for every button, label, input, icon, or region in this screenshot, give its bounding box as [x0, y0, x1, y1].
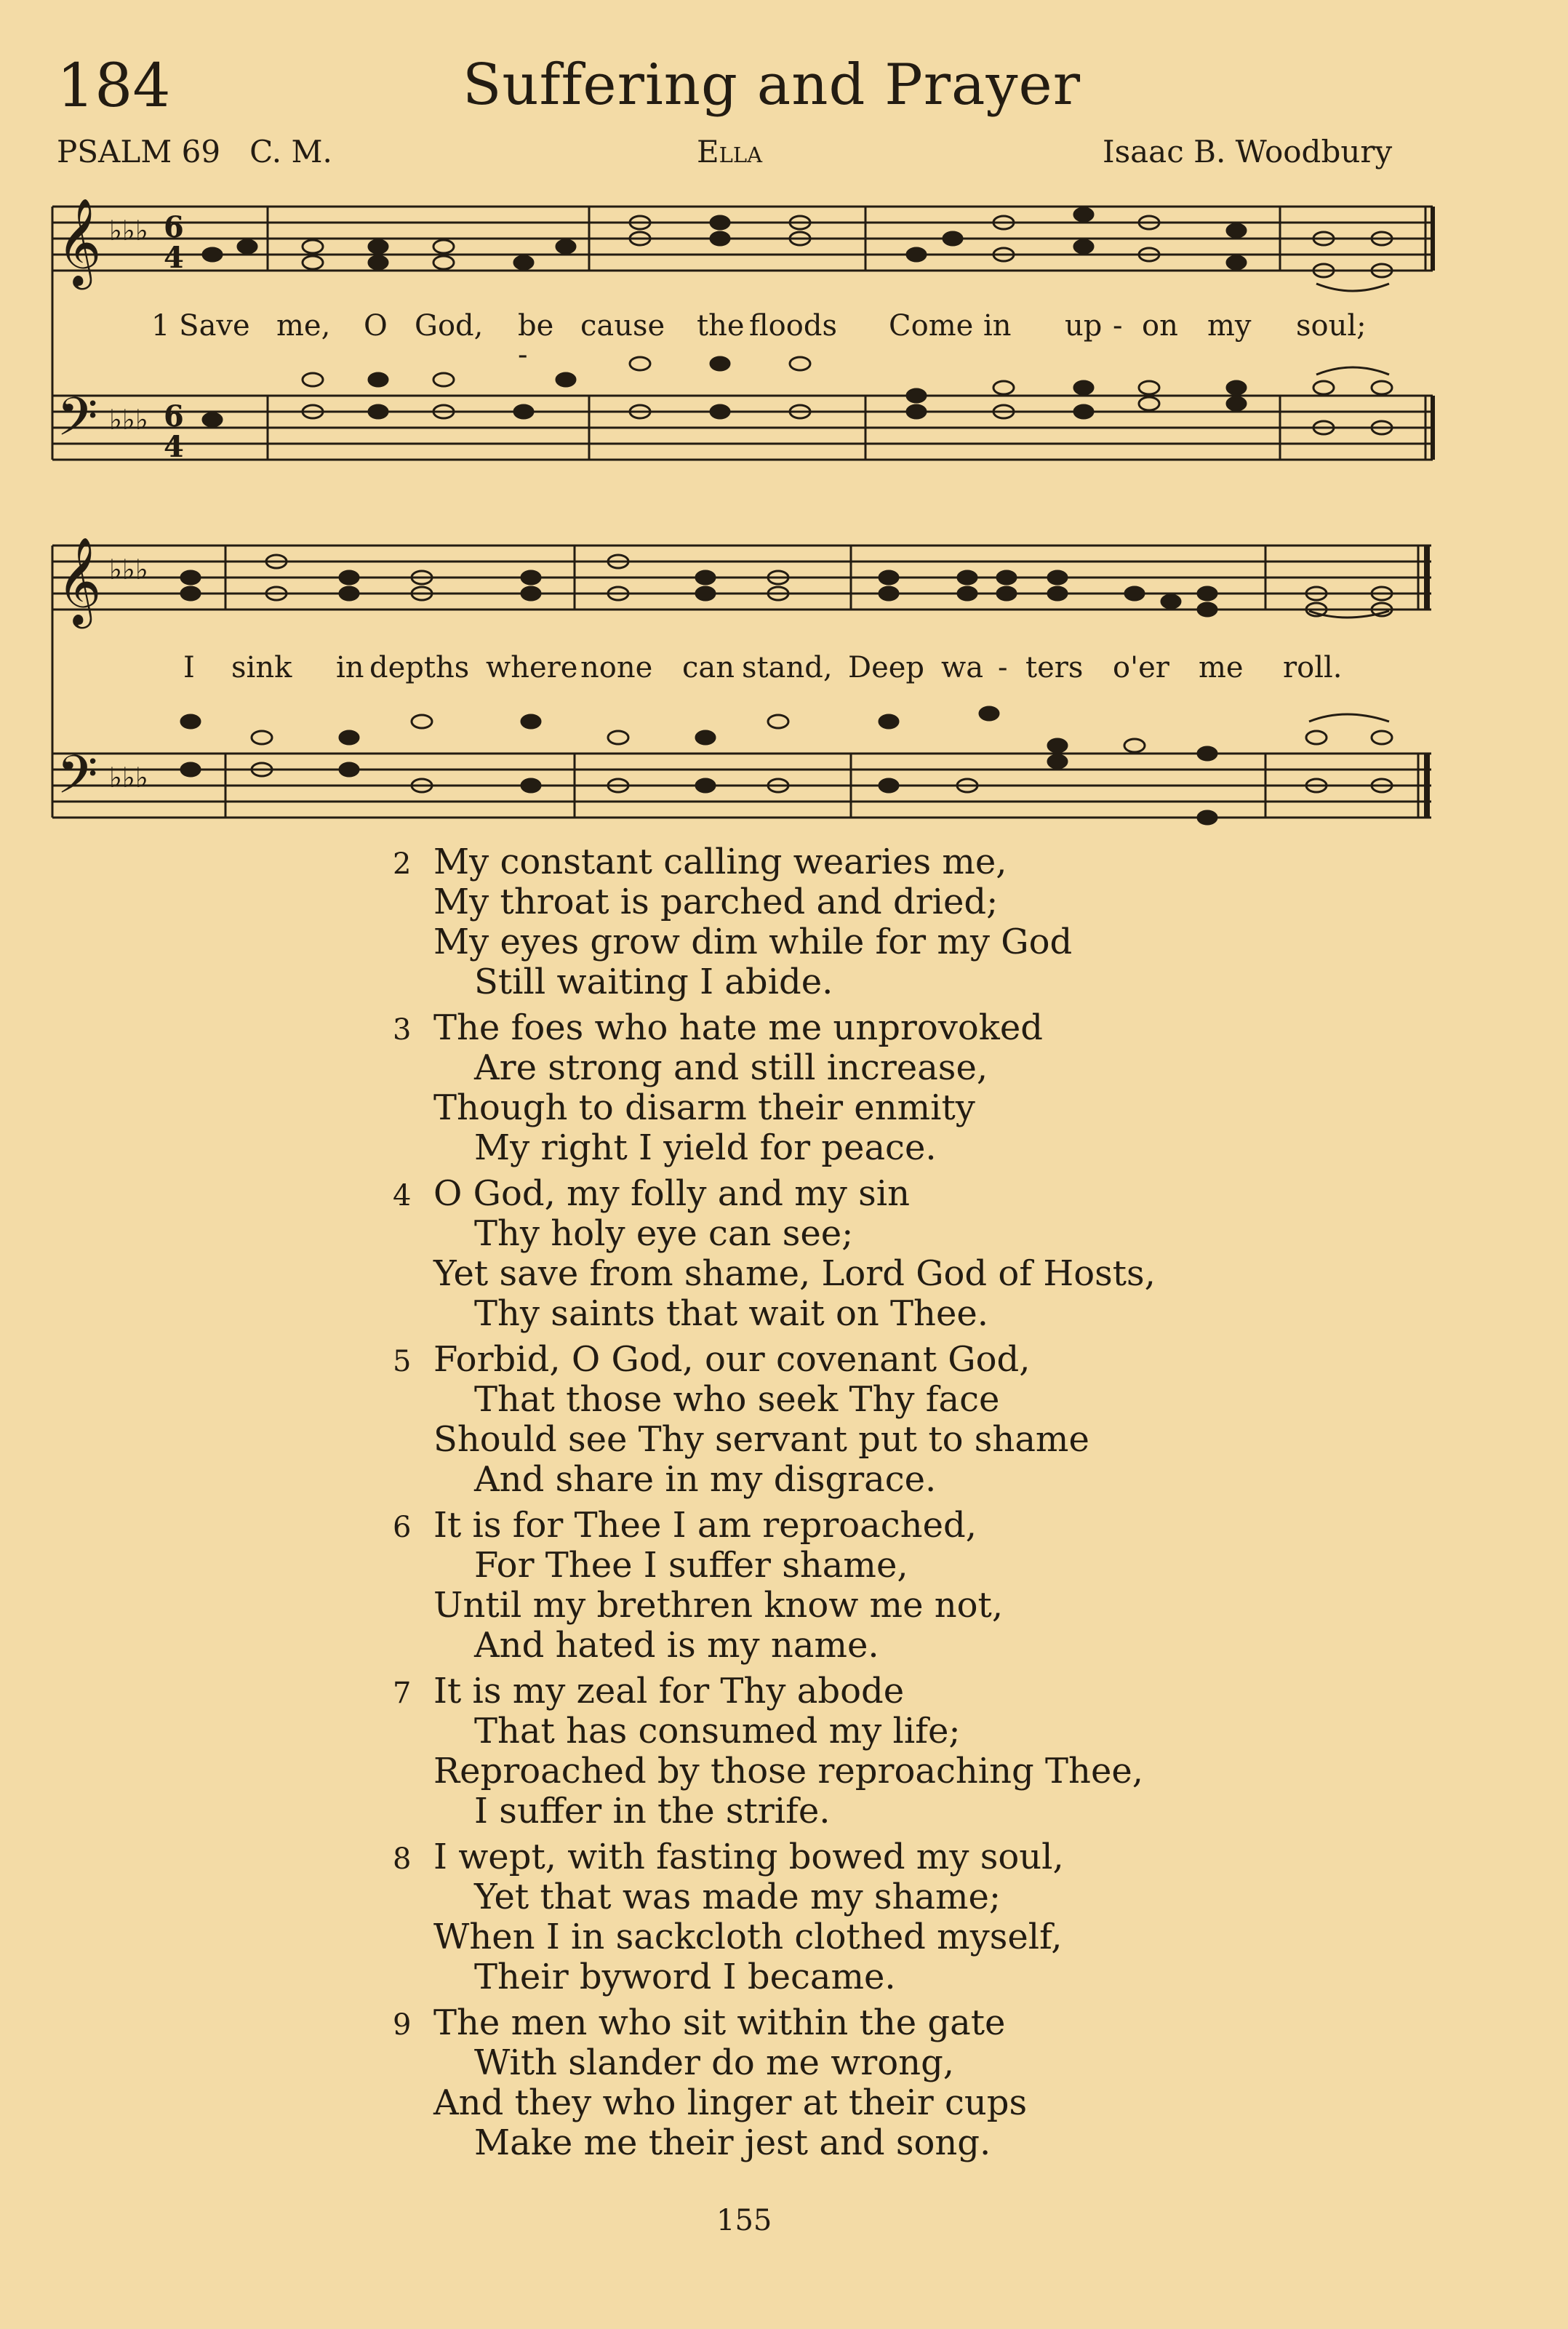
verse-number: 9	[393, 2008, 412, 2042]
verse-number: 6	[393, 1511, 412, 1544]
verse-line: Until my brethren know me not,	[433, 1585, 1004, 1626]
verse-line: My right I yield for peace.	[474, 1127, 937, 1168]
flat-signature-icon: ♭♭♭	[109, 762, 148, 794]
bass-staff-1	[52, 396, 1433, 460]
lyric-word: me	[1199, 651, 1244, 684]
page-number: 155	[716, 2204, 772, 2237]
verse-line: And share in my disgrace.	[474, 1459, 937, 1500]
verse-9	[393, 2003, 1156, 2163]
lyric-word: the	[697, 309, 745, 343]
lyric-word: O	[364, 309, 388, 343]
lyric-word: wa	[941, 651, 984, 684]
lyric-word: where	[486, 651, 578, 684]
verse-number: 4	[393, 1179, 412, 1213]
lyric-word: in	[983, 309, 1012, 343]
lyric-word: my	[1207, 309, 1252, 343]
verse-line: The foes who hate me unprovoked	[433, 1007, 1044, 1048]
lyric-word: sink	[231, 651, 292, 684]
verse-line: My throat is parched and dried;	[433, 882, 999, 922]
psalm-reference: PSALM 69 C. M.	[57, 134, 332, 169]
verse-line: Reproached by those reproaching Thee,	[433, 1751, 1144, 1791]
verse-2	[393, 842, 1156, 1002]
verse-line: That those who seek Thy face	[474, 1379, 1000, 1420]
notes-system-2	[181, 555, 1392, 824]
verse-line: With slander do me wrong,	[474, 2042, 955, 2083]
verse-line: I suffer in the strife.	[474, 1791, 831, 1831]
verse-line: Still waiting I abide.	[474, 962, 833, 1002]
verse-list	[393, 842, 1156, 2169]
lyric-word: floods	[749, 309, 837, 343]
lyric-word: in	[336, 651, 364, 684]
treble-clef-icon: 𝄞	[57, 536, 102, 625]
bass-clef-icon: 𝄢	[57, 385, 98, 460]
lyric-word: can	[682, 651, 735, 684]
verse-4	[393, 1174, 1156, 1334]
lyric-word: on	[1142, 309, 1178, 343]
verse-line: Thy holy eye can see;	[474, 1213, 854, 1254]
time-signature-icon: 4	[164, 241, 184, 275]
treble-staff-2	[52, 546, 1431, 610]
verse-line: It is my zeal for Thy abode	[433, 1671, 905, 1711]
verse-line: And they who linger at their cups	[433, 2082, 1028, 2123]
composer: Isaac B. Woodbury	[1103, 134, 1393, 169]
verse-line: Are strong and still increase,	[474, 1047, 988, 1088]
lyric-word: up	[1065, 309, 1103, 343]
verse-line: Yet save from shame, Lord God of Hosts,	[433, 1253, 1156, 1294]
lyric-word: -	[1113, 309, 1123, 343]
lyric-word: -	[998, 651, 1008, 684]
verse-number: 8	[393, 1842, 412, 1876]
verse-line: Thy saints that wait on Thee.	[474, 1293, 989, 1334]
verse-line: Yet that was made my shame;	[474, 1877, 1001, 1917]
flat-signature-icon: ♭♭♭	[109, 404, 148, 436]
lyric-word: soul;	[1296, 309, 1367, 343]
section-title: Suffering and Prayer	[463, 52, 1081, 118]
time-signature-icon: 6	[164, 399, 184, 434]
verse-line: My constant calling wearies me,	[433, 842, 1007, 882]
lyric-word: o'er	[1113, 651, 1169, 684]
verse-number: 7	[393, 1677, 412, 1710]
lyric-word: none	[580, 651, 653, 684]
lyric-word: be -	[518, 309, 554, 372]
lyric-word: Come	[889, 309, 974, 343]
lyric-word: cause	[580, 309, 665, 343]
verse-line: Their byword I became.	[474, 1957, 896, 1997]
verse-line: For Thee I suffer shame,	[474, 1545, 908, 1586]
verse-line: Should see Thy servant put to shame	[433, 1419, 1089, 1460]
verse-line: I wept, with fasting bowed my soul,	[433, 1837, 1064, 1877]
verse-7	[393, 1671, 1156, 1831]
verse-number: 5	[393, 1345, 412, 1378]
flat-signature-icon: ♭♭♭	[109, 215, 148, 247]
verse-3	[393, 1008, 1156, 1168]
lyric-word: roll.	[1283, 651, 1343, 684]
verse-line: Make me their jest and song.	[474, 2122, 991, 2163]
verse-number: 3	[393, 1013, 412, 1047]
verse-line: When I in sackcloth clothed myself,	[433, 1917, 1063, 1957]
lyric-word: me,	[276, 309, 331, 343]
verse-5	[393, 1340, 1156, 1500]
verse-line: The men who sit within the gate	[433, 2002, 1006, 2043]
verse-6	[393, 1506, 1156, 1666]
verse-8	[393, 1837, 1156, 1997]
lyric-word: Deep	[848, 651, 925, 684]
treble-staff-1	[52, 207, 1433, 271]
verse-line: Forbid, O God, our covenant God,	[433, 1339, 1031, 1380]
verse-number: 2	[393, 847, 412, 881]
treble-clef-icon: 𝄞	[57, 197, 102, 286]
time-signature-icon: 4	[164, 430, 184, 464]
verse-line: That has consumed my life;	[474, 1711, 961, 1751]
bass-clef-icon: 𝄢	[57, 743, 98, 818]
hymn-number: 184	[57, 52, 171, 121]
lyric-word: stand,	[742, 651, 833, 684]
verse-line: It is for Thee I am reproached,	[433, 1505, 977, 1546]
verse-line: O God, my folly and my sin	[433, 1173, 911, 1214]
flat-signature-icon: ♭♭♭	[109, 554, 148, 586]
tune-name: Ella	[697, 134, 763, 169]
lyric-word: depths	[369, 651, 470, 684]
verse-line: My eyes grow dim while for my God	[433, 922, 1073, 962]
lyric-word: I	[183, 651, 195, 684]
verse-line: And hated is my name.	[474, 1625, 879, 1666]
lyric-word: ters	[1025, 651, 1084, 684]
lyric-word: God,	[415, 309, 484, 343]
time-signature-icon: 6	[164, 210, 184, 244]
verse-line: Though to disarm their enmity	[433, 1087, 975, 1128]
lyric-word: 1 Save	[151, 309, 250, 343]
